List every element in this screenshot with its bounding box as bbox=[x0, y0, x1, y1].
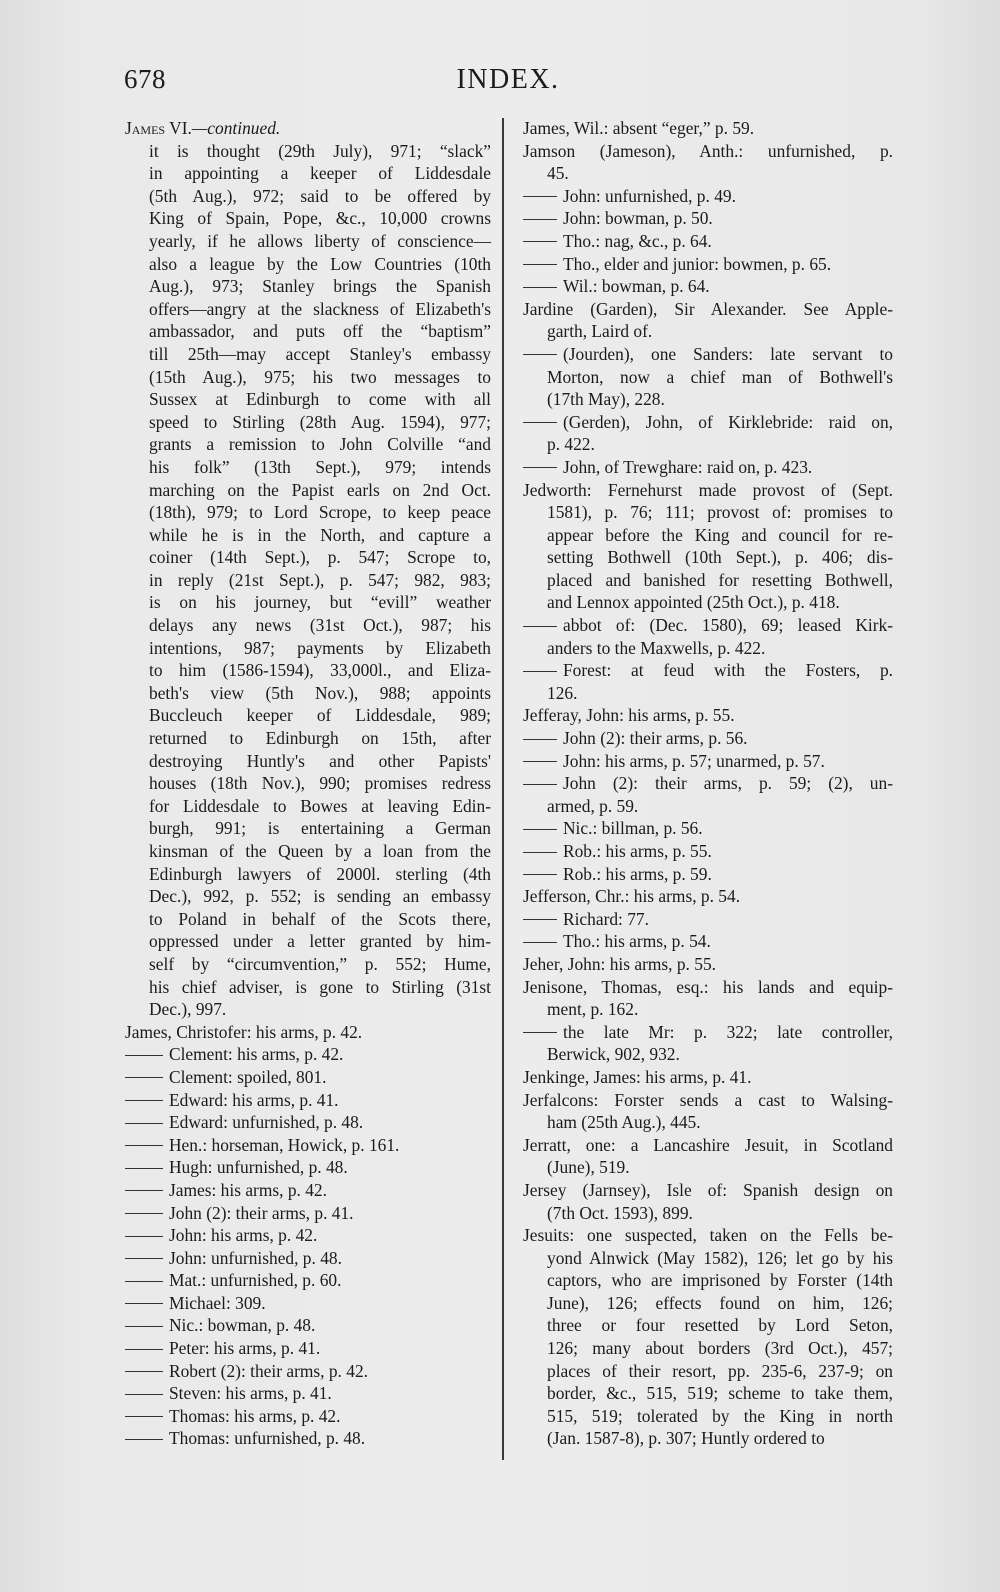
entry-line: burgh, 991; is entertaining a German bbox=[149, 818, 491, 839]
entry-line: while he is in the North, and capture a bbox=[149, 524, 491, 545]
ditto-dash bbox=[523, 241, 557, 242]
entry-text: (Gerden), John, of Kirklebride: raid on, bbox=[563, 411, 893, 432]
index-entry bbox=[523, 750, 893, 773]
entry-line bbox=[523, 795, 893, 818]
ditto-dash bbox=[523, 671, 557, 672]
entry-line bbox=[523, 456, 893, 479]
entry-text: (7th Oct. 1593), 899. bbox=[547, 1202, 693, 1223]
entry-text: John, of Trewghare: raid on, p. 423. bbox=[563, 456, 813, 477]
entry-text: Forest: at feud with the Fosters, p. bbox=[563, 660, 893, 681]
entry-line: Edinburgh lawyers of 2000l. sterling (4th bbox=[149, 863, 491, 884]
entry-text: Jersey (Jarnsey), Isle of: Spanish design on bbox=[523, 1179, 893, 1200]
entry-line bbox=[523, 591, 893, 614]
entry-line bbox=[523, 930, 893, 953]
entry-line: speed to Stirling (28th Aug. 1594), 977; bbox=[149, 411, 491, 432]
ditto-dash bbox=[125, 1303, 163, 1304]
ditto-dash bbox=[125, 1190, 163, 1191]
ditto-dash bbox=[125, 1145, 163, 1146]
entry-line bbox=[523, 772, 893, 795]
entry-line: in appointing a keeper of Liddesdale bbox=[149, 163, 491, 184]
entry-line bbox=[523, 140, 893, 163]
entry-line bbox=[523, 1224, 893, 1247]
entry-heading bbox=[125, 117, 491, 140]
entry-text: 45. bbox=[547, 163, 569, 184]
entry-line bbox=[523, 569, 893, 592]
entry-text: Michael: 309. bbox=[169, 1292, 266, 1313]
entry-line: destroying Huntly's and other Papists' bbox=[149, 750, 491, 771]
index-entry bbox=[523, 1134, 893, 1179]
entry-line bbox=[125, 1089, 491, 1112]
entry-line bbox=[523, 388, 893, 411]
ditto-dash bbox=[523, 219, 557, 220]
entry-line bbox=[523, 366, 893, 389]
entry-line: Aug.), 973; Stanley brings the Spanish bbox=[149, 276, 491, 297]
index-entry bbox=[523, 885, 893, 908]
ditto-dash bbox=[523, 422, 557, 423]
entry-line bbox=[523, 682, 893, 705]
entry-line: it is thought (29th July), 971; “slack” bbox=[149, 140, 491, 161]
index-entry bbox=[125, 1292, 491, 1315]
entry-text: June), 126; effects found on him, 126; bbox=[547, 1292, 893, 1313]
entry-line: is on his journey, but “evill” weather bbox=[149, 592, 491, 613]
index-entry bbox=[523, 614, 893, 659]
entry-text: yond Alnwick (May 1582), 126; let go by his bbox=[547, 1247, 893, 1268]
entry-text: (Jourden), one Sanders: late servant to bbox=[563, 343, 893, 364]
index-entry bbox=[523, 817, 893, 840]
index-entry bbox=[523, 230, 893, 253]
ditto-dash bbox=[523, 467, 557, 468]
entry-text: John (2): their arms, p. 56. bbox=[563, 728, 748, 749]
index-entry bbox=[523, 479, 893, 615]
ditto-dash bbox=[523, 287, 557, 288]
entry-text: John (2): their arms, p. 59; (2), un- bbox=[563, 773, 893, 794]
page-title: INDEX. bbox=[456, 64, 560, 95]
entry-line bbox=[523, 253, 893, 276]
entry-line: (5th Aug.), 972; said to be offered by bbox=[149, 185, 491, 206]
entry-text: Jefferson, Chr.: his arms, p. 54. bbox=[523, 886, 741, 907]
entry-text: armed, p. 59. bbox=[547, 795, 639, 816]
entry-line bbox=[523, 1314, 893, 1337]
entry-line bbox=[523, 298, 893, 321]
column-divider bbox=[502, 118, 504, 1460]
ditto-dash bbox=[523, 264, 557, 265]
index-entry bbox=[125, 1247, 491, 1270]
entry-line bbox=[125, 1427, 491, 1450]
entry-text: Thomas: his arms, p. 42. bbox=[169, 1405, 341, 1426]
entry-text: Jerratt, one: a Lancashire Jesuit, in Scotland bbox=[523, 1134, 893, 1155]
entry-text: Robert (2): their arms, p. 42. bbox=[169, 1360, 368, 1381]
entry-text: 126; many about borders (3rd Oct.), 457; bbox=[547, 1338, 893, 1359]
entry-text: Berwick, 902, 932. bbox=[547, 1044, 680, 1065]
entry-text: John (2): their arms, p. 41. bbox=[169, 1202, 354, 1223]
index-entry bbox=[125, 1269, 491, 1292]
entry-line bbox=[125, 1021, 491, 1044]
ditto-dash bbox=[125, 1055, 163, 1056]
entry-text: Jedworth: Fernehurst made provost of (Sept. bbox=[523, 479, 893, 500]
entry-text: places of their resort, pp. 235-6, 237-9; on bbox=[547, 1360, 893, 1381]
entry-text: garth, Laird of. bbox=[547, 321, 653, 342]
entry-line: to Poland in behalf of the Scots there, bbox=[149, 908, 491, 929]
entry-text: Nic.: billman, p. 56. bbox=[563, 818, 703, 839]
entry-text: Mat.: unfurnished, p. 60. bbox=[169, 1270, 342, 1291]
entry-text: 1581), p. 76; 111; provost of: promises to bbox=[547, 502, 893, 523]
index-entry bbox=[523, 930, 893, 953]
entry-line bbox=[523, 727, 893, 750]
entry-line bbox=[523, 433, 893, 456]
entry-line bbox=[125, 1134, 491, 1157]
index-entry bbox=[125, 1405, 491, 1428]
entry-text: Jardine (Garden), Sir Alexander. See Apple- bbox=[523, 298, 893, 319]
entry-line bbox=[523, 704, 893, 727]
index-entry bbox=[523, 411, 893, 456]
entry-line: Dec.), 997. bbox=[149, 999, 227, 1020]
entry-line: yearly, if he allows liberty of conscience— bbox=[149, 230, 491, 251]
entry-text: Tho.: nag, &c., p. 64. bbox=[563, 230, 712, 251]
index-entry bbox=[523, 1066, 893, 1089]
index-entry bbox=[523, 840, 893, 863]
entry-text: p. 422. bbox=[547, 434, 595, 455]
ditto-dash bbox=[125, 1349, 163, 1350]
index-entry bbox=[523, 908, 893, 931]
entry-text: border, &c., 515, 519; scheme to take them, bbox=[547, 1383, 893, 1404]
entry-text: Richard: 77. bbox=[563, 908, 649, 929]
entry-text: Jefferay, John: his arms, p. 55. bbox=[523, 705, 735, 726]
entry-text: Peter: his arms, p. 41. bbox=[169, 1338, 321, 1359]
entry-line bbox=[523, 320, 893, 343]
index-entry bbox=[523, 185, 893, 208]
entry-line: beth's view (5th Nov.), 988; appoints bbox=[149, 682, 491, 703]
entry-text: abbot of: (Dec. 1580), 69; leased Kirk- bbox=[563, 615, 893, 636]
entry-line: to him (1586-1594), 33,000l., and Eliza- bbox=[149, 660, 491, 681]
page-number: 678 bbox=[124, 64, 166, 94]
entry-line: offers—angry at the slackness of Elizabeth's bbox=[149, 298, 491, 319]
index-entry bbox=[125, 1427, 491, 1450]
entry-text: captors, who are imprisoned by Forster (14th bbox=[547, 1270, 893, 1291]
ditto-dash bbox=[523, 1032, 557, 1033]
entry-line: his chief adviser, is gone to Stirling (31st bbox=[149, 976, 491, 997]
ditto-dash bbox=[125, 1416, 163, 1417]
index-entry bbox=[523, 953, 893, 976]
entry-line bbox=[523, 343, 893, 366]
ditto-dash bbox=[125, 1439, 163, 1440]
entry-line bbox=[523, 1134, 893, 1157]
index-entry bbox=[125, 1382, 491, 1405]
entry-text: Tho.: his arms, p. 54. bbox=[563, 931, 711, 952]
entry-line bbox=[125, 1247, 491, 1270]
entry-text: John: unfurnished, p. 49. bbox=[563, 185, 736, 206]
entry-text: (17th May), 228. bbox=[547, 389, 665, 410]
index-entry bbox=[125, 1089, 491, 1112]
entry-line: Dec.), 992, p. 552; is sending an embassy bbox=[149, 886, 491, 907]
index-entry bbox=[523, 253, 893, 276]
entry-heading-name: James VI. bbox=[125, 118, 192, 138]
entry-text: Morton, now a chief man of Bothwell's bbox=[547, 366, 893, 387]
entry-line: Buccleuch keeper of Liddesdale, 989; bbox=[149, 705, 491, 726]
entry-text: Edward: his arms, p. 41. bbox=[169, 1089, 339, 1110]
entry-line bbox=[523, 1382, 893, 1405]
ditto-dash bbox=[523, 874, 557, 875]
entry-line bbox=[125, 1043, 491, 1066]
entry-heading-continued: —continued. bbox=[191, 118, 281, 138]
entry-line bbox=[523, 117, 893, 140]
entry-line bbox=[523, 908, 893, 931]
ditto-dash bbox=[523, 196, 557, 197]
entry-line bbox=[523, 162, 893, 185]
entry-text: Jesuits: one suspected, taken on the Fells be- bbox=[523, 1225, 893, 1246]
entry-text: Wil.: bowman, p. 64. bbox=[563, 276, 710, 297]
entry-text: John: his arms, p. 42. bbox=[169, 1225, 318, 1246]
entry-text: 515, 519; tolerated by the King in north bbox=[547, 1405, 893, 1426]
ditto-dash bbox=[125, 1371, 163, 1372]
entry-line: intentions, 987; payments by Elizabeth bbox=[149, 637, 491, 658]
entry-text: anders to the Maxwells, p. 422. bbox=[547, 637, 766, 658]
entry-line bbox=[523, 501, 893, 524]
entry-line bbox=[523, 1089, 893, 1112]
entry-text: Clement: his arms, p. 42. bbox=[169, 1044, 344, 1065]
entry-text: (Jan. 1587-8), p. 307; Huntly ordered to bbox=[547, 1428, 825, 1449]
entry-text: Steven: his arms, p. 41. bbox=[169, 1383, 332, 1404]
index-entry bbox=[523, 298, 893, 343]
entry-line bbox=[125, 1066, 491, 1089]
ditto-dash bbox=[125, 1236, 163, 1237]
entry-text: three or four resetted by Lord Seton, bbox=[547, 1315, 893, 1336]
entry-text: Jenkinge, James: his arms, p. 41. bbox=[523, 1066, 752, 1087]
entry-line bbox=[523, 750, 893, 773]
entry-line bbox=[523, 817, 893, 840]
entry-line bbox=[125, 1269, 491, 1292]
entry-line bbox=[125, 1314, 491, 1337]
entry-line: (15th Aug.), 975; his two messages to bbox=[149, 366, 491, 387]
entry-line bbox=[523, 207, 893, 230]
entry-line bbox=[125, 1179, 491, 1202]
ditto-dash bbox=[125, 1123, 163, 1124]
entry-line bbox=[523, 637, 893, 660]
entry-line bbox=[523, 976, 893, 999]
ditto-dash bbox=[125, 1326, 163, 1327]
index-entry bbox=[523, 117, 893, 140]
entry-text: Tho., elder and junior: bowmen, p. 65. bbox=[563, 253, 832, 274]
entry-line bbox=[125, 1360, 491, 1383]
index-entry bbox=[523, 863, 893, 886]
right-column bbox=[523, 117, 893, 1450]
entry-line bbox=[523, 1360, 893, 1383]
entry-line bbox=[523, 1066, 893, 1089]
left-entry-list bbox=[125, 1021, 491, 1450]
index-entry bbox=[523, 704, 893, 727]
entry-line bbox=[523, 1405, 893, 1428]
entry-line: self by “circumvention,” p. 552; Hume, bbox=[149, 953, 491, 974]
ditto-dash bbox=[523, 761, 557, 762]
entry-line bbox=[523, 1179, 893, 1202]
index-entry bbox=[125, 1224, 491, 1247]
index-entry bbox=[125, 1179, 491, 1202]
left-column bbox=[125, 117, 491, 1450]
entry-text: James: his arms, p. 42. bbox=[169, 1179, 327, 1200]
index-entry bbox=[523, 659, 893, 704]
entry-text: Rob.: his arms, p. 55. bbox=[563, 841, 712, 861]
entry-text: Jamson (Jameson), Anth.: unfurnished, p. bbox=[523, 140, 893, 161]
entry-line: King of Spain, Pope, &c., 10,000 crowns bbox=[149, 208, 491, 229]
entry-text: Edward: unfurnished, p. 48. bbox=[169, 1112, 364, 1133]
entry-line bbox=[523, 1269, 893, 1292]
entry-line bbox=[523, 1043, 893, 1066]
ditto-dash bbox=[125, 1168, 163, 1169]
ditto-dash bbox=[523, 354, 557, 355]
index-entry bbox=[523, 1089, 893, 1134]
entry-line bbox=[125, 1156, 491, 1179]
entry-text: (June), 519. bbox=[547, 1157, 630, 1178]
index-entry bbox=[125, 1337, 491, 1360]
index-entry bbox=[523, 140, 893, 185]
index-entry bbox=[125, 1156, 491, 1179]
entry-body bbox=[125, 140, 491, 1021]
ditto-dash bbox=[125, 1213, 163, 1214]
ditto-dash bbox=[523, 739, 557, 740]
ditto-dash bbox=[523, 784, 557, 785]
entry-text: James, Christofer: his arms, p. 42. bbox=[125, 1021, 363, 1042]
entry-line bbox=[523, 1202, 893, 1225]
ditto-dash bbox=[523, 942, 557, 943]
entry-line bbox=[523, 524, 893, 547]
ditto-dash bbox=[125, 1258, 163, 1259]
entry-line bbox=[523, 1156, 893, 1179]
entry-text: Nic.: bowman, p. 48. bbox=[169, 1315, 316, 1336]
entry-line: for Liddesdale to Bowes at leaving Edin- bbox=[149, 795, 491, 816]
ditto-dash bbox=[125, 1077, 163, 1078]
entry-line: also a league by the Low Countries (10th bbox=[149, 253, 491, 274]
entry-line: returned to Edinburgh on 15th, after bbox=[149, 728, 491, 749]
entry-text: the late Mr: p. 322; late controller, bbox=[563, 1021, 893, 1042]
entry-line bbox=[523, 230, 893, 253]
entry-text: ment, p. 162. bbox=[547, 999, 639, 1020]
entry-text: Jeher, John: his arms, p. 55. bbox=[523, 953, 716, 974]
entry-line: kinsman of the Queen by a loan from the bbox=[149, 841, 491, 861]
entry-text: Clement: spoiled, 801. bbox=[169, 1066, 327, 1087]
entry-line bbox=[523, 953, 893, 976]
entry-line: Sussex at Edinburgh to come with all bbox=[149, 389, 491, 410]
entry-line: marching on the Papist earls on 2nd Oct. bbox=[149, 479, 491, 500]
entry-text: Hugh: unfurnished, p. 48. bbox=[169, 1157, 348, 1178]
index-entry bbox=[125, 1134, 491, 1157]
entry-line bbox=[523, 1021, 893, 1044]
index-entry bbox=[523, 727, 893, 750]
entry-line bbox=[125, 1382, 491, 1405]
entry-line bbox=[523, 185, 893, 208]
entry-line: (18th), 979; to Lord Scrope, to keep peace bbox=[149, 502, 491, 523]
entry-line: in reply (21st Sept.), p. 547; 982, 983; bbox=[149, 569, 491, 590]
index-entry bbox=[125, 1314, 491, 1337]
entry-line: delays any news (31st Oct.), 987; his bbox=[149, 615, 491, 636]
index-entry bbox=[523, 343, 893, 411]
entry-text: ham (25th Aug.), 445. bbox=[547, 1112, 701, 1133]
entry-text: Hen.: horseman, Howick, p. 161. bbox=[169, 1134, 400, 1155]
index-entry bbox=[523, 1179, 893, 1224]
entry-line bbox=[523, 840, 893, 863]
index-entry bbox=[523, 976, 893, 1021]
entry-line bbox=[523, 1337, 893, 1360]
index-entry bbox=[125, 1202, 491, 1225]
ditto-dash bbox=[125, 1100, 163, 1101]
entry-text: James, Wil.: absent “eger,” p. 59. bbox=[523, 118, 755, 138]
entry-line bbox=[125, 1224, 491, 1247]
entry-line bbox=[523, 885, 893, 908]
index-entry bbox=[523, 456, 893, 479]
index-entry bbox=[523, 772, 893, 817]
ditto-dash bbox=[523, 852, 557, 853]
entry-text: and Lennox appointed (25th Oct.), p. 418. bbox=[547, 592, 840, 613]
ditto-dash bbox=[523, 919, 557, 920]
index-entry bbox=[523, 1224, 893, 1450]
index-entry bbox=[523, 1021, 893, 1066]
entry-line bbox=[125, 1202, 491, 1225]
entry-text: Rob.: his arms, p. 59. bbox=[563, 863, 712, 884]
entry-line bbox=[523, 479, 893, 502]
entry-line bbox=[523, 1111, 893, 1134]
entry-text: setting Bothwell (10th Sept.), p. 406; dis- bbox=[547, 547, 893, 568]
entry-line bbox=[523, 614, 893, 637]
entry-text: John: bowman, p. 50. bbox=[563, 208, 713, 229]
ditto-dash bbox=[125, 1281, 163, 1282]
entry-line: coiner (14th Sept.), p. 547; Scrope to, bbox=[149, 547, 491, 568]
entry-line bbox=[523, 411, 893, 434]
entry-line bbox=[523, 863, 893, 886]
index-entry bbox=[125, 1111, 491, 1134]
entry-text: Jenisone, Thomas, esq.: his lands and equip- bbox=[523, 976, 893, 997]
entry-text: 126. bbox=[547, 682, 578, 703]
index-entry bbox=[125, 1043, 491, 1066]
entry-line bbox=[523, 546, 893, 569]
entry-line bbox=[523, 1247, 893, 1270]
entry-line: his folk” (13th Sept.), 979; intends bbox=[149, 456, 491, 477]
entry-line bbox=[125, 1111, 491, 1134]
entry-text: appear before the King and council for re- bbox=[547, 524, 893, 545]
entry-text: John: his arms, p. 57; unarmed, p. 57. bbox=[563, 750, 825, 771]
entry-text: Thomas: unfurnished, p. 48. bbox=[169, 1428, 366, 1449]
index-entry bbox=[125, 1066, 491, 1089]
entry-text: John: unfurnished, p. 48. bbox=[169, 1247, 342, 1268]
entry-text: placed and banished for resetting Bothwell, bbox=[547, 569, 893, 590]
ditto-dash bbox=[523, 626, 557, 627]
entry-line: till 25th—may accept Stanley's embassy bbox=[149, 343, 491, 364]
index-entry bbox=[125, 1021, 491, 1044]
ditto-dash bbox=[125, 1394, 163, 1395]
entry-line bbox=[523, 1427, 893, 1450]
entry-line bbox=[125, 1337, 491, 1360]
entry-text: Jerfalcons: Forster sends a cast to Walsing- bbox=[523, 1089, 893, 1110]
ditto-dash bbox=[523, 829, 557, 830]
entry-line: ambassador, and puts off the “baptism” bbox=[149, 321, 491, 342]
entry-line bbox=[523, 275, 893, 298]
index-entry bbox=[125, 1360, 491, 1383]
entry-line bbox=[523, 998, 893, 1021]
entry-line bbox=[125, 1292, 491, 1315]
entry-line bbox=[125, 1405, 491, 1428]
index-entry bbox=[523, 275, 893, 298]
index-entry bbox=[523, 207, 893, 230]
entry-line bbox=[523, 1292, 893, 1315]
entry-line: houses (18th Nov.), 990; promises redress bbox=[149, 773, 491, 794]
entry-line: oppressed under a letter granted by him- bbox=[149, 931, 491, 952]
entry-line bbox=[523, 659, 893, 682]
entry-line: grants a remission to John Colville “and bbox=[149, 434, 491, 455]
